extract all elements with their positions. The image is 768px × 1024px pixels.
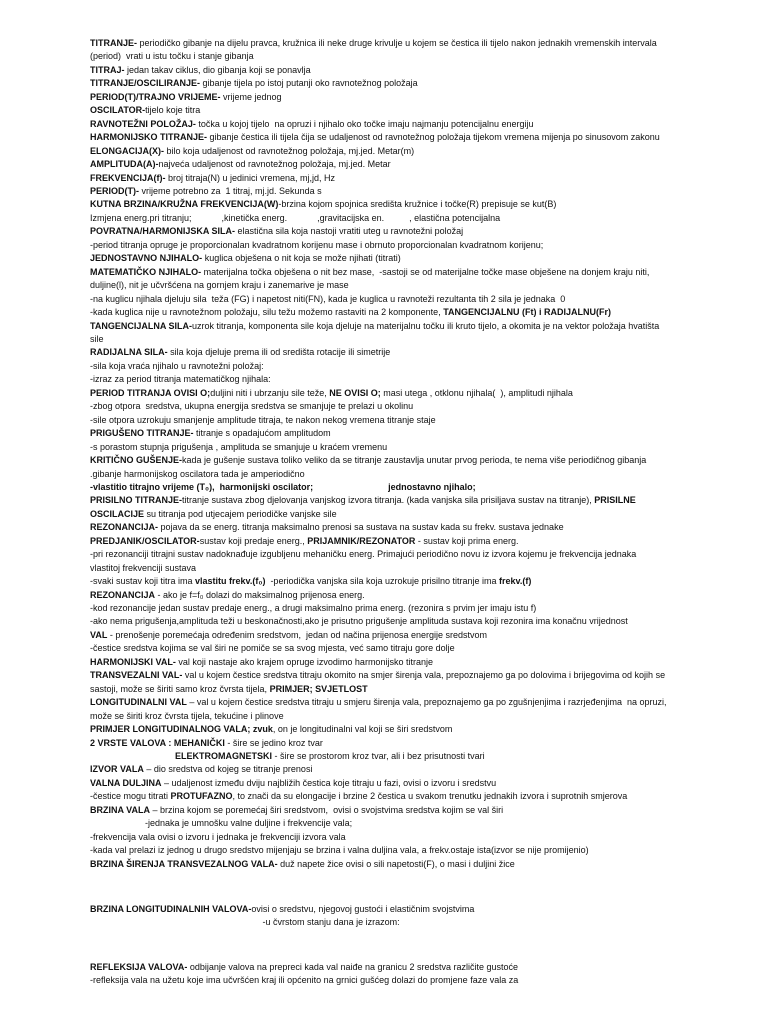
text-line <box>90 225 738 238</box>
term-label: TITRANJE- <box>90 38 137 48</box>
term-label: frekv.(f) <box>499 576 532 587</box>
term-label: RAVNOTEŽNI POLOŽAJ- <box>90 118 196 129</box>
term-label: PERIOD TITRANJA OVISI O; <box>90 387 211 398</box>
body-text: sile <box>90 333 104 344</box>
term-label: IZVOR VALA <box>90 764 144 775</box>
text-line <box>90 64 738 77</box>
term-label: PRISILNE <box>594 495 636 506</box>
body-text: ovisi o sredstvu, njegovoj gustoći i elastičnim svojstvima <box>251 903 475 914</box>
text-line <box>90 615 738 628</box>
text-line <box>90 710 738 723</box>
text-line <box>90 50 738 63</box>
text-line <box>90 427 738 440</box>
body-text: -kada kuglica nije u ravnotežnom položaju, silu težu možemo rastaviti na 2 komponente, <box>90 307 444 318</box>
body-text: val koji nastaje ako krajem opruge izvodimo harmonijsko titranje <box>175 656 433 667</box>
body-text: jedan takav ciklus, dio gibanja koji se ponavlja <box>124 64 311 75</box>
term-label: VALNA DULJINA <box>90 777 162 788</box>
text-line <box>90 306 738 319</box>
body-text: -izraz za period titranja matematičkog njihala: <box>90 374 271 385</box>
text-line <box>90 790 738 803</box>
text-line <box>90 903 738 916</box>
text-line <box>90 494 738 507</box>
text-line <box>90 602 738 615</box>
text-line <box>90 104 738 117</box>
body-text: - ako je f=f₀ dolazi do maksimalnog prijenosa energ. <box>155 589 365 600</box>
text-line <box>90 562 738 575</box>
body-text: -s porastom stupnja prigušenja , amplituda se smanjuje u kraćem vremenu <box>90 441 388 452</box>
body-text <box>90 751 175 761</box>
body-text: – brzina kojom se poremećaj širi sredstvom, ovisi o svojstvima sredstva kojim se val širi <box>150 804 504 815</box>
body-text: masi utega , otklonu njihala( ), amplitudi njihala <box>380 387 573 398</box>
text-line <box>90 481 738 494</box>
text-line <box>90 656 738 669</box>
text-line <box>90 239 738 252</box>
text-line <box>90 346 738 359</box>
term-label: LONGITUDINALNI VAL <box>90 697 187 708</box>
term-label: BRZINA VALA <box>90 804 150 815</box>
term-label: REZONANCIJA <box>90 589 156 600</box>
text-line <box>90 131 738 144</box>
text-line <box>90 172 738 185</box>
body-text: kada je gušenje sustava toliko veliko da se titranje zaustavlja unutar prvog perioda, te nema više periodičnog gibanja <box>182 455 647 466</box>
body-text: duljini niti i ubrzanju sile teže, <box>210 387 330 398</box>
term-label: OSCILATOR- <box>90 105 146 116</box>
term-label: HARMONIJSKO TITRANJE- <box>90 132 208 143</box>
text-line <box>90 468 738 481</box>
text-line <box>90 320 738 333</box>
body-text: gibanje tijela po istoj putanji oko ravnotežnog položaja <box>200 78 418 89</box>
text-line <box>90 669 738 682</box>
body-text: sila koja djeluje prema ili od središta rotacije ili simetrije <box>167 347 391 358</box>
body-text: duljine(l), nit je učvršćena na gornjem kraju i zanemarive je mase <box>90 280 349 291</box>
body-text: Izmjena energ.pri titranju; ,kinetička energ. ,gravitacijska en. , elastična potencijalna <box>90 212 501 223</box>
term-label: PERIOD(T)/TRAJNO VRIJEME- <box>90 91 221 102</box>
body-text: uzrok titranja, komponenta sile koja djeluje na materijalnu točku ili kruto tijelo, a okomita je na vektor položaja hvatišta <box>192 320 660 331</box>
body-text: sastoji, može se širiti samo kroz čvrsta tijela, <box>90 683 270 694</box>
term-label: FREKVENCIJA(f)- <box>90 172 166 183</box>
term-label: KRITIČNO GUŠENJE- <box>90 455 183 466</box>
text-line <box>90 844 738 857</box>
term-label: REZONANCIJA- <box>90 522 159 533</box>
body-text: .gibanje harmonijskog oscilatora tada je amperiodično <box>90 468 305 479</box>
text-line <box>90 750 738 763</box>
term-label: HARMONIJSKI VAL- <box>90 656 176 667</box>
text-line <box>90 252 738 265</box>
term-label: TITRAJ- <box>90 64 125 75</box>
text-line <box>90 198 738 211</box>
body-text: najveća udaljenost od ravnotežnog položaja, mj.jed. Metar <box>158 159 391 170</box>
term-label: JEDNOSTAVNO NJIHALO- <box>90 253 203 264</box>
text-line <box>90 629 738 642</box>
text-line <box>90 817 738 830</box>
body-text: -periodička vanjska sila koja uzrokuje prisilno titranje ima <box>265 576 500 587</box>
term-label: -vlastitio titrajno vrijeme (T₀), harmonijski oscilator; jednostavno njihalo; <box>90 481 476 492</box>
body-text: gibanje čestica ili tijela čija se udaljenost od ravnotežnog položaja tijekom vremena mijenja po sinusovom zakonu <box>207 132 660 143</box>
body-text: titranje sustava zbog djelovanja vanjskog izvora titranja. (kada vanjska sila prisiljava sustav na titranje), <box>182 495 595 506</box>
blank-line <box>90 938 738 951</box>
text-line <box>90 535 738 548</box>
body-text: vrijeme jednog <box>220 91 282 102</box>
text-line <box>90 279 738 292</box>
body-text: materijalna točka obješena o nit bez mase, -sastoji se od materijalne točke mase obješene na donjem kraju niti, <box>201 266 650 277</box>
body-text: -ako nema prigušenja,amplituda teži u beskonačnosti,ako je prisutno prigušenje amplituda sustava koji rezonira ima konačnu vrijednost <box>90 616 628 627</box>
body-text: -čestice sredstva kojima se val širi ne pomiče se sa svog mjesta, već samo titraju gore dolje <box>90 643 455 654</box>
body-text: – dio sredstva od kojeg se titranje prenosi <box>143 764 313 775</box>
term-label: ELEKTROMAGNETSKI <box>175 751 273 762</box>
term-label: OSCILACIJE <box>90 508 145 519</box>
body-text: vrijeme potrebno za 1 titraj, mj.jd. Sekunda s <box>139 185 322 196</box>
term-label: 2 VRSTE VALOVA : MEHANIČKI <box>90 737 225 748</box>
body-text: bilo koja udaljenost od ravnotežnog položaja, mj.jed. Metar(m) <box>164 145 415 156</box>
body-text: -u čvrstom stanju dana je izrazom: <box>90 916 400 927</box>
term-label: AMPLITUDA(A)- <box>90 159 159 170</box>
term-label: TANGENCIJALNU (Ft) i RADIJALNU(Fr) <box>443 307 612 318</box>
body-text: elastična sila koja nastoji vratiti uteg u ravnotežni položaj <box>235 226 464 237</box>
text-line <box>90 804 738 817</box>
term-label: vlastitu frekv.(f₀) <box>195 576 266 587</box>
body-text: -čestice mogu titrati <box>90 791 171 802</box>
text-line <box>90 737 738 750</box>
body-text: može se širiti kroz čvrsta tijela, tekućine i plinove <box>90 710 284 721</box>
body-text: -svaki sustav koji titra ima <box>90 576 196 587</box>
text-line <box>90 548 738 561</box>
body-text: - šire se jedino kroz tvar <box>224 737 323 748</box>
text-line <box>90 333 738 346</box>
text-line <box>90 77 738 90</box>
term-label: TANGENCIJALNA SILA- <box>90 320 192 331</box>
text-line <box>90 858 738 871</box>
text-line <box>90 118 738 131</box>
body-text: odbijanje valova na prepreci kada val naiđe na granicu 2 sredstva različite gustoće <box>187 961 519 972</box>
body-text: -brzina kojom spojnica središta kružnice i točke(R) prepisuje se kut(B) <box>278 199 557 210</box>
term-label: ELONGACIJA(X)- <box>90 145 164 156</box>
body-text: pojava da se energ. titranja maksimalno prenosi sa sustava na sustav kada su frekv. sustava jednake <box>158 522 564 533</box>
blank-line <box>90 880 738 893</box>
body-text: vlastitoj frekvenciji sustava <box>90 562 197 573</box>
term-label: NE OVISI O; <box>329 387 381 398</box>
text-line <box>90 400 738 413</box>
term-label: PRIMJER; SVJETLOST <box>269 683 368 694</box>
term-label: VAL <box>90 629 108 640</box>
text-line <box>90 91 738 104</box>
text-line <box>90 508 738 521</box>
body-text: broj titraja(N) u jedinici vremena, mj,jd, Hz <box>165 172 336 183</box>
body-text: - prenošenje poremećaja određenim sredstvom, jedan od načina prijenosa energije sredstvom <box>107 629 488 640</box>
body-text: (period) vrati u istu točku i stanje gibanja <box>90 51 254 62</box>
term-label: PERIOD(T)- <box>90 185 139 196</box>
body-text: -refleksija vala na užetu koje ima učvršćen kraj ili općenito na grnici gušćeg dolazi do promjene faze vala za <box>90 975 519 986</box>
body-text: - sustav koji prima energ. <box>415 535 519 546</box>
body-text: -kod rezonancije jedan sustav predaje energ., a drugi maksimalno prima energ. (rezonira s prvim jer imaju istu f) <box>90 603 537 614</box>
term-label: PRISILNO TITRANJE- <box>90 495 183 506</box>
body-text: -frekvencija vala ovisi o izvoru i jednaka je frekvenciji izvora vala <box>90 831 346 842</box>
text-line <box>90 763 738 776</box>
body-text: titranje s opadajućom amplitudom <box>193 428 331 439</box>
text-line <box>90 521 738 534</box>
text-line <box>90 441 738 454</box>
term-label: TITRANJE/OSCILIRANJE- <box>90 78 201 89</box>
text-line <box>90 777 738 790</box>
body-text: -na kuglicu njihala djeluju sila teža (FG) i napetost niti(FN), kada je kuglica u ravnoteži rezultanta tih 2 sila je jednaka 0 <box>90 293 566 304</box>
term-label: PROTUFAZNO <box>170 791 233 802</box>
body-text: periodičko gibanje na dijelu pravca, kružnica ili neke druge krivulje u kojem se čestica ili tijelo nakon jednakih vremenskih intervala <box>137 38 657 48</box>
text-line <box>90 642 738 655</box>
term-label: PRIMJER LONGITUDINALNOG VALA; zvuk <box>90 724 273 735</box>
body-text: sustav koji predaje energ., <box>199 535 308 546</box>
text-line <box>90 696 738 709</box>
text-line <box>90 293 738 306</box>
text-line <box>90 974 738 987</box>
text-line <box>90 37 738 50</box>
text-line <box>90 916 738 929</box>
body-text: – val u kojem čestice sredstva titraju u smjeru širenja vala, prepoznajemo ga po zgušnjenjima i razrjeđenjima na opruzi, <box>186 697 667 708</box>
body-text: tijelo koje titra <box>145 105 201 116</box>
body-text: duž napete žice ovisi o sili napetosti(F), o masi i duljini žice <box>277 858 515 869</box>
text-line <box>90 961 738 974</box>
body-text: , on je longitudinalni val koji se širi sredstvom <box>272 724 453 735</box>
text-line <box>90 831 738 844</box>
body-text: točka u kojoj tijelo na opruzi i njihalo oko točke imaju najmanju potencijalnu energiju <box>195 118 534 129</box>
body-text: -sile otpora uzrokuju smanjenje amplitude titraja, te nakon nekog vremena titranje staje <box>90 414 436 425</box>
term-label: MATEMATIČKO NJIHALO- <box>90 266 202 277</box>
term-label: BRZINA LONGITUDINALNIH VALOVA- <box>90 903 252 914</box>
term-label: PRIJAMNIK/REZONATOR <box>307 535 416 546</box>
text-line <box>90 373 738 386</box>
text-line <box>90 360 738 373</box>
body-text: su titranja pod utjecajem periodičke vanjske sile <box>144 508 337 519</box>
text-line <box>90 158 738 171</box>
body-text: -period titranja opruge je proporcionalan kvadratnom korijenu mase i obrnuto proporcionalan kvadratnom korijenu; <box>90 239 544 250</box>
text-line <box>90 589 738 602</box>
body-text: , to znači da su elongacije i brzine 2 čestica u svakom trenutku jednakih izvora i suprotnih smjerova <box>232 791 628 802</box>
term-label: BRZINA ŠIRENJA TRANSVEZALNOG VALA- <box>90 858 278 869</box>
term-label: PREDJANIK/OSCILATOR- <box>90 535 200 546</box>
body-text: val u kojem čestice sredstva titraju okomito na smjer širenja vala, prepoznajemo ga po dolovima i brijegovima od kojih se <box>182 670 666 681</box>
term-label: KUTNA BRZINA/KRUŽNA FREKVENCIJA(W) <box>90 199 279 210</box>
term-label: PRIGUŠENO TITRANJE- <box>90 428 194 439</box>
text-line <box>90 723 738 736</box>
body-text: -sila koja vraća njihalo u ravnotežni položaj: <box>90 360 264 371</box>
term-label: RADIJALNA SILA- <box>90 347 168 358</box>
text-line <box>90 414 738 427</box>
body-text: -zbog otpora sredstva, ukupna energija sredstva se smanjuje te prelazi u okolinu <box>90 401 414 412</box>
text-line <box>90 266 738 279</box>
text-line <box>90 387 738 400</box>
body-text: -pri rezonanciji titrajni sustav nadoknađuje izgubljenu mehaničku energ. Primajući periodično novu iz izvora kojemu je frekvencija jednaka <box>90 549 637 560</box>
text-line <box>90 575 738 588</box>
body-text: – udaljenost između dviju najbližih čestica koje titraju u fazi, ovisi o izvoru i sredstvu <box>161 777 497 788</box>
term-label: TRANSVEZALNI VAL- <box>90 670 183 681</box>
term-label: POVRATNA/HARMONIJSKA SILA- <box>90 226 236 237</box>
body-text: -jednaka je umnošku valne duljine i frekvencije vala; <box>90 818 353 829</box>
text-line <box>90 683 738 696</box>
body-text: -kada val prelazi iz jednog u drugo sredstvo mijenjaju se brzina i valna duljina vala, a frekv.ostaje ista(izvor se nije promijenio) <box>90 845 589 856</box>
text-line <box>90 454 738 467</box>
body-text: - šire se prostorom kroz tvar, ali i bez prisutnosti tvari <box>272 751 485 762</box>
text-line <box>90 185 738 198</box>
body-text: kuglica obješena o nit koja se može njihati (titrati) <box>202 253 401 264</box>
term-label: REFLEKSIJA VALOVA- <box>90 961 188 972</box>
text-line <box>90 145 738 158</box>
text-line <box>90 212 738 225</box>
